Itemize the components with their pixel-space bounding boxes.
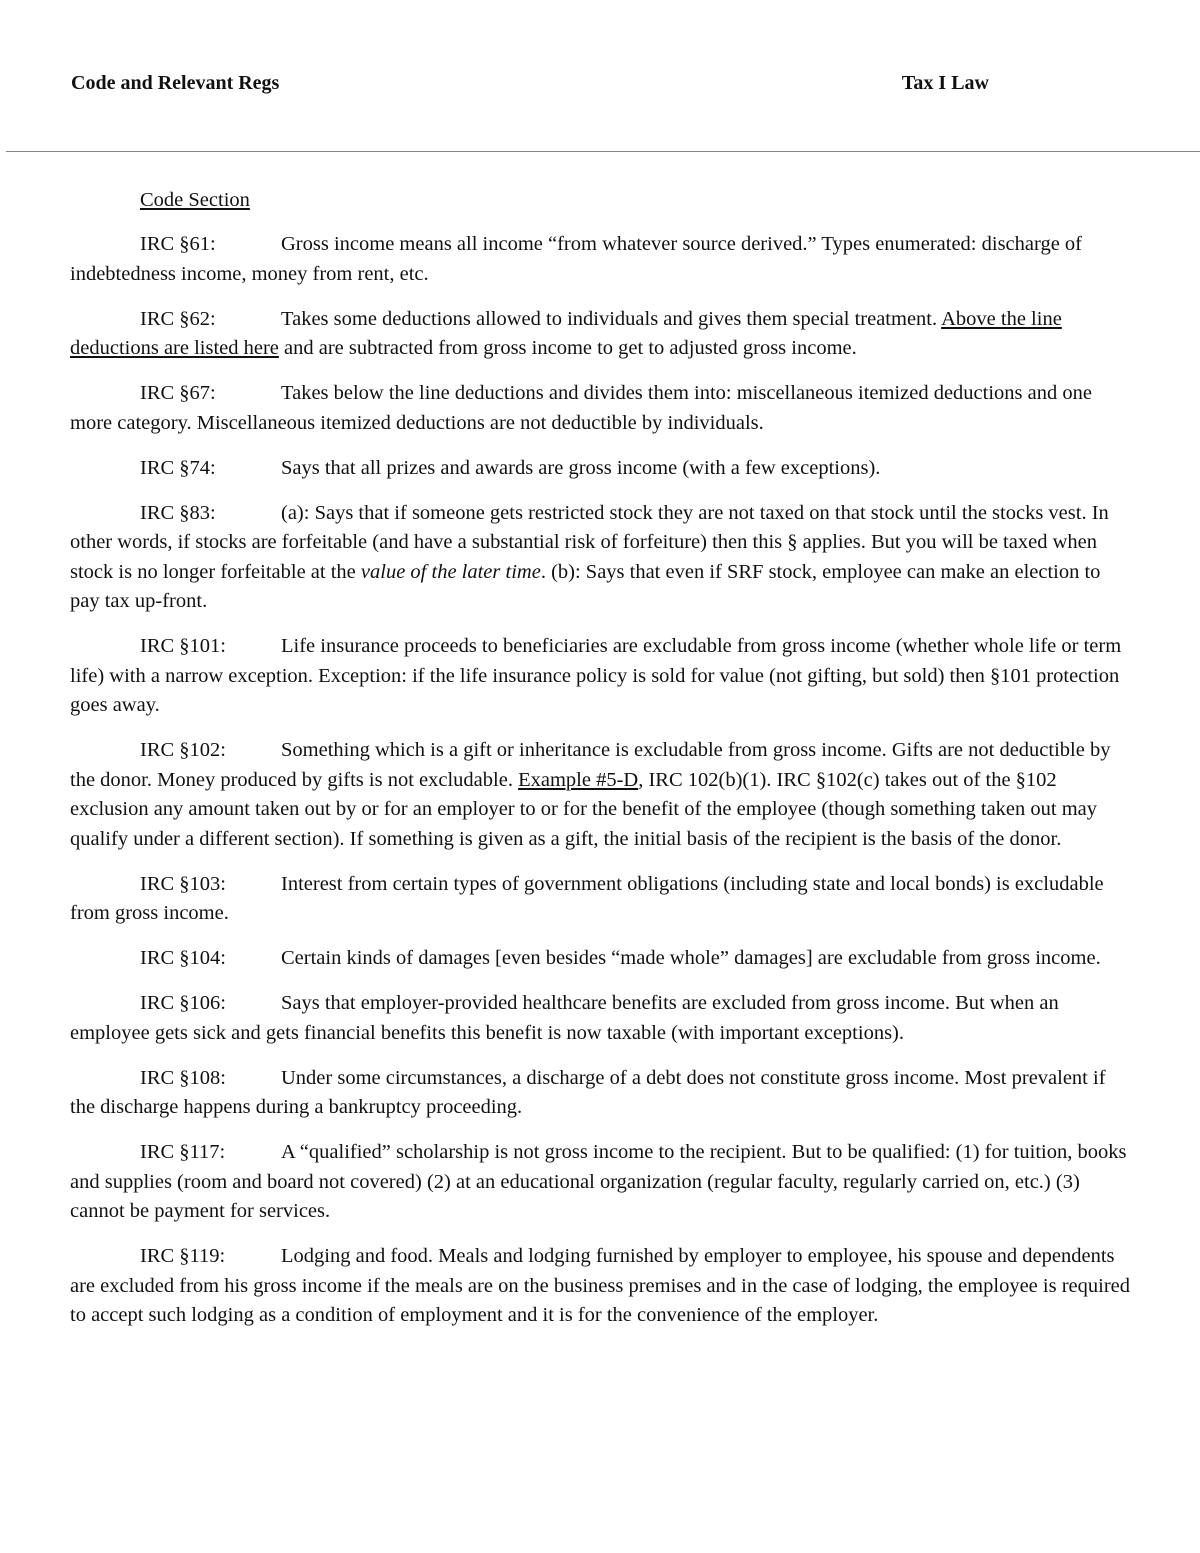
section-title: Code Section (140, 189, 250, 211)
code-label: IRC §62: (140, 307, 216, 330)
example-link: Example #5-D (518, 768, 639, 791)
code-description: Takes below the line deductions and divides them into: miscellaneous itemized deductions and one more category. Miscellaneous itemized deductions are not deductible by individuals. (70, 382, 1092, 434)
code-entry-102 (70, 736, 1132, 854)
code-label: IRC §104: (140, 947, 226, 969)
code-label: IRC §106: (140, 992, 226, 1014)
code-entry-101 (70, 632, 1132, 721)
code-description: Says that employer-provided healthcare benefits are excluded from gross income. But when an employee gets sick and gets financial benefits this benefit is now taxable (with important exceptions). (70, 992, 1059, 1044)
code-label: IRC §119: (140, 1245, 226, 1267)
code-entry-106 (70, 989, 1132, 1048)
code-description: Lodging and food. Meals and lodging furnished by employer to employee, his spouse and dependents are excluded from his gross income if the meals are on the business premises and in the case of lodging, the employee is required to accept such lodging as a condition of employment and it is for the convenience of the employer. (70, 1245, 1130, 1326)
code-description: Something which is a gift or inheritance is excludable from gross income. Gifts are not deductible by the donor. Money produced by gifts is not excludable. (70, 739, 1111, 791)
code-description: Says that all prizes and awards are gross income (with a few exceptions). (281, 456, 881, 479)
code-label: IRC §102: (140, 739, 226, 761)
header-right-title: Tax I Law (901, 72, 989, 94)
code-entry-104 (70, 944, 1132, 974)
code-entry-108 (70, 1064, 1132, 1123)
code-description: Under some circumstances, a discharge of a debt does not constitute gross income. Most prevalent if the discharge happens during a bankruptcy proceeding. (70, 1066, 1106, 1118)
code-entry-67 (70, 379, 1132, 438)
code-entry-61 (70, 230, 1132, 289)
code-entry-103 (70, 870, 1132, 929)
code-label: IRC §117: (140, 1141, 226, 1163)
code-description: Takes some deductions allowed to individuals and gives them special treatment. (281, 307, 942, 330)
code-description: Interest from certain types of government obligations (including state and local bonds) is excludable from gross income. (70, 872, 1104, 924)
code-entry-62 (70, 305, 1132, 364)
code-description: Gross income means all income “from whatever source derived.” Types enumerated: discharge of indebtedness income, money from rent, etc. (70, 233, 1083, 285)
code-description-continued: and are subtracted from gross income to get to adjusted gross income. (278, 337, 857, 359)
code-entry-117 (70, 1138, 1132, 1227)
code-label: IRC §101: (140, 635, 226, 657)
page-header (71, 72, 989, 102)
code-description: Life insurance proceeds to beneficiaries are excludable from gross income (whether whole life or term life) with a narrow exception. Exception: if the life insurance policy is sold for value (not gifting, but sold) then §101 protection goes away. (70, 635, 1122, 716)
underlined-phrase: Above the line deductions are listed here (70, 307, 1062, 359)
code-label: IRC §108: (140, 1066, 226, 1089)
code-description-continued: . (b): Says that even if SRF stock, employee can make an election to pay tax up-front. (70, 560, 1101, 612)
code-label: IRC §74: (140, 456, 216, 479)
italic-phrase: value of the later time (360, 560, 541, 583)
code-label: IRC §83: (140, 501, 216, 524)
code-entry-74 (70, 454, 1132, 484)
code-label: IRC §67: (140, 382, 216, 404)
code-description: Certain kinds of damages [even besides “made whole” damages] are excludable from gross income. (281, 947, 1101, 969)
code-description-continued: , IRC 102(b)(1). IRC §102(c) takes out of the §102 exclusion any amount taken out by or for an employer to or for the benefit of the employee (though something taken out may qualify under a different section). If something is given as a gift, the initial basis of the recipient is the basis of the donor. (70, 768, 1098, 850)
code-description: (a): Says that if someone gets restricted stock they are not taxed on that stock until the stocks vest. In other words, if stocks are forfeitable (and have a substantial risk of forfeiture) then this § applies. But you will be taxed when stock is no longer forfeitable at the (70, 501, 1109, 583)
header-divider (6, 151, 1200, 152)
code-description: A “qualified” scholarship is not gross income to the recipient. But to be qualified: (1) for tuition, books and supplies (room and board not covered) (2) at an educational organization (regular faculty, regularly carried on, etc.) (3) cannot be payment for services. (70, 1141, 1127, 1222)
document-body (70, 186, 1132, 1346)
header-left-title: Code and Relevant Regs (71, 72, 280, 94)
code-entry-83 (70, 499, 1132, 617)
code-label: IRC §103: (140, 872, 226, 895)
code-label: IRC §61: (140, 233, 216, 255)
code-entry-119 (70, 1242, 1132, 1331)
